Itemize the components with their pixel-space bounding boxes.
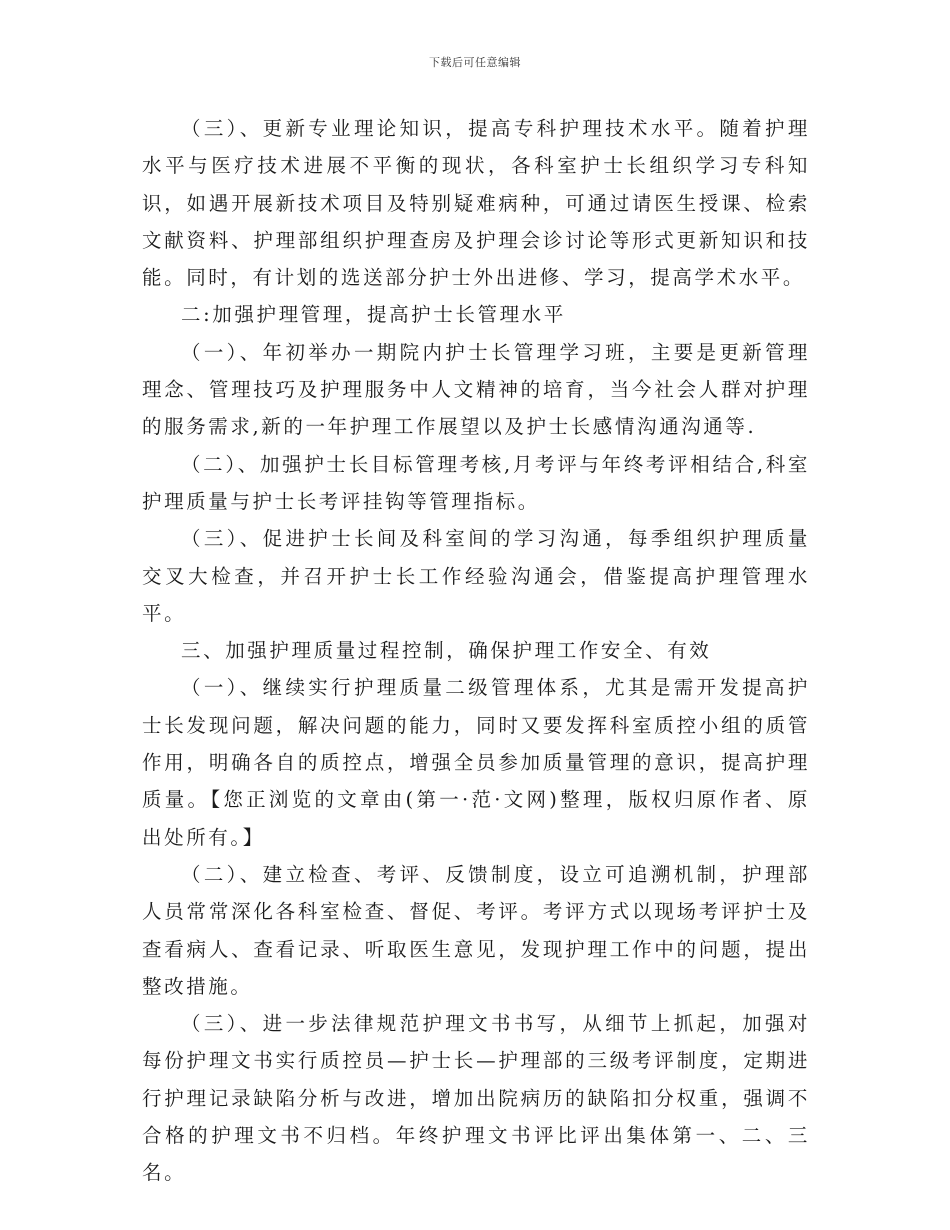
paragraph-4: （二）、加强护士长目标管理考核,月考评与年终考评相结合,科室护理质量与护士长考评挂钩等管理指标。 [142, 452, 810, 513]
paragraph-5: （三）、促进护士长间及科室间的学习沟通，每季组织护理质量交叉大检查，并召开护士长工作经验沟通会，借鉴提高护理管理水平。 [142, 527, 810, 625]
paragraph-3: （一）、年初举办一期院内护士长管理学习班，主要是更新管理理念、管理技巧及护理服务中人文精神的培育，当今社会人群对护理的服务需求,新的一年护理工作展望以及护士长感情沟通沟通等. [142, 340, 810, 439]
section-heading-2: 二:加强护理管理，提高护士长管理水平 [181, 303, 566, 327]
paragraph-1: （三）、更新专业理论知识，提高专科护理技术水平。随着护理水平与医疗技术进展不平衡的现状，各科室护士长组织学习专科知识，如遇开展新技术项目及特别疑难病种，可通过请医生授课、检索文献资料、护理部组织护理查房及护理会诊讨论等形式更新知识和技能。同时，有计划的选送部分护士外出进修、学习，提高学术水平。 [142, 117, 810, 290]
paragraph-8: （二）、建立检查、考评、反馈制度，设立可追溯机制，护理部人员常常深化各科室检查、督促、考评。考评方式以现场考评护士及查看病人、查看记录、听取医生意见，发现护理工作中的问题，提出整改措施。 [142, 862, 810, 998]
paragraph-7: （一）、继续实行护理质量二级管理体系，尤其是需开发提高护士长发现问题，解决问题的能力，同时又要发挥科室质控小组的质管作用，明确各自的质控点，增强全员参加质量管理的意识，提高护理质量。【您正浏览的文章由(第一·范·文网)整理，版权归原作者、原出处所有。】 [142, 676, 810, 849]
section-heading-3: 三、加强护理质量过程控制，确保护理工作安全、有效 [181, 639, 712, 663]
paragraph-9: （三）、进一步法律规范护理文书书写，从细节上抓起，加强对每份护理文书实行质控员—护士长—护理部的三级考评制度，定期进行护理记录缺陷分析与改进，增加出院病历的缺陷扣分权重，强调不合格的护理文书不归档。年终护理文书评比评出集体第一、二、三名。 [142, 1012, 810, 1185]
page-header-note: 下载后可任意编辑 [429, 56, 521, 69]
document-body [142, 110, 810, 1192]
